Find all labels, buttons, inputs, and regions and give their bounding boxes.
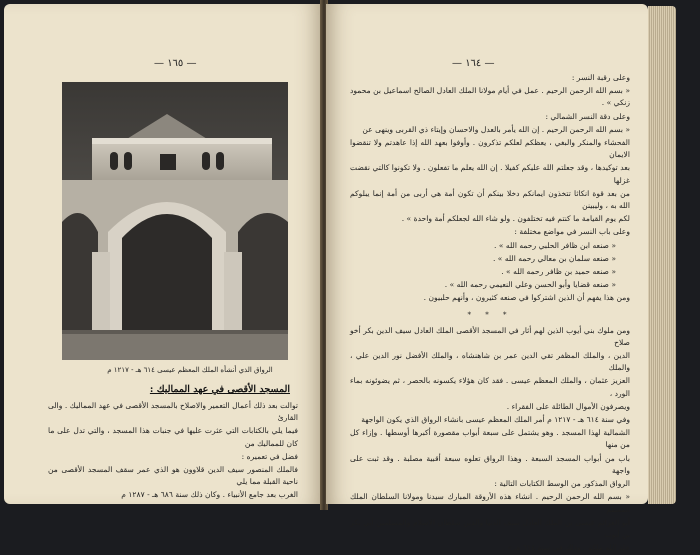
text-line: بعد توكيدها ، وقد جعلتم الله عليكم كفيلا . إن الله يعلم ما تفعلون . ولا تكونوا كالتي نقضت غزلها <box>350 163 630 185</box>
text-line: الشمالية لهذا المسجد . وهو يشتمل على سبعة أبواب مقصورة أكبرها أوسطها . وإزاء كل من منها <box>350 428 630 450</box>
text-line: لكم يوم القيامة ما كنتم فيه تختلفون . ولو شاء الله لجعلكم أمة واحدة » . <box>401 214 630 224</box>
text-line: الرواق المذكور من الوسط الكتابات التالية : <box>494 479 630 489</box>
paragraph-line: الغرب بعد جامع الأنبياء . وكان ذلك سنة ٦٨٦ هـ - ١٢٨٧ م <box>121 490 298 500</box>
text-line: خلد الله ملكه . وذلك في سنة ٦١٤ هـ » . <box>502 543 630 553</box>
paragraph-line: توالت بعد ذلك أعمال التعمير والاصلاح بالمسجد الأقصى في عهد المماليك . والى القارئ <box>48 401 298 423</box>
text-line: ومن ملوك بني أيوب الذين لهم أثار في المسجد الأقصى الملك العادل سيف الدين بكر أخو صلاح <box>350 325 630 347</box>
text-line: « صنعه سلمان بن معالي رحمه الله » . <box>492 253 616 263</box>
paragraph-line: فالملك المنصور سيف الدين قلاوون هو الذي عمر سقف المسجد الأقصى من ناحية القبلة مما يلي <box>48 465 298 487</box>
text-line: وعلى باب النسر في مواضع مختلفة : <box>514 227 630 237</box>
text-line: « بسم الله الرحمن الرحيم . انشاء هذه الأروقة المبارك سيدنا ومولانا السلطان الملك المعظم <box>350 492 630 514</box>
section-separator: * * * <box>467 310 513 319</box>
mosque-arcade-photo <box>62 82 288 360</box>
page-number: — ١٦٥ — <box>154 58 197 69</box>
page-number: — ١٦٤ — <box>452 58 495 69</box>
paragraph-line: فيما يلي بالكتابات التي عثرت عليها في جنبات هذا المسجد ، والتي تدل على ما كان للمماليك من <box>48 426 298 448</box>
text-line: من بعد قوة انكاثا تتخذون ايمانكم دخلا بينكم أن تكون أمة هي أربى من أمة إنما يبلوكم الله به ، وليبينن <box>350 188 630 211</box>
text-line: وعلى دقة النسر الشمالي : <box>545 111 630 121</box>
text-line: ومن هذا يفهم أن الذين اشتركوا في صنعه كثيرون ، وأنهم حلبيون . <box>423 293 630 303</box>
text-line: العزيز عثمان ، والملك المعظم عيسى . فقد كان هؤلاء يكسونه بالحصر ، ثم يضوئونه بماء الورد ، <box>350 376 630 398</box>
text-line: الفحشاء والمنكر والبغي ، يعظكم لعلكم تذكرون . وأوفوا بعهد الله إذا عاهدتم ولا تنقضوا الايمان <box>350 138 630 160</box>
right-body-text <box>350 72 630 555</box>
text-line: وفي سنة ٦١٤ هـ - ١٢١٧ م أمر الملك المعظم عيسى بانشاء الرواق الذي يكون الواجهة <box>361 415 630 425</box>
text-line: « صنعه قضايا وأبو الحسن وعلي النعيمي رحمه الله » . <box>444 280 616 290</box>
text-line: وعلى رقبة النسر : <box>571 73 630 82</box>
section-heading: المسجد الأقصى في عهد المماليك : <box>149 384 290 395</box>
photo-caption: الرواق الذي أنشأه الملك المعظم عيسى ٦١٤ هـ - ١٢١٧ م <box>107 366 273 374</box>
right-page <box>326 4 648 553</box>
text-line: « بسم الله الرحمن الرحيم . عمل في أيام مولانا الملك العادل الصالح اسماعيل بن محمود زنكي » . <box>350 86 630 108</box>
page-edges <box>648 6 676 504</box>
left-body-text <box>48 400 298 503</box>
paragraph-line: فضل في تعميره : <box>241 451 298 461</box>
arcade-photo-drawing <box>62 82 288 360</box>
text-line: « بسم الله الرحمن الرحيم . إن الله يأمر بالعدل والاحسان وإيتاء ذي القربى وينهى عن <box>362 124 630 134</box>
text-line: ويصرفون الأموال الطائلة على الفقراء . <box>506 401 630 411</box>
text-line: الدين ، والملك المظفر تقي الدين عمر بن شاهنشاه ، والملك الأفضل نور الدين علي ، والملك <box>350 351 630 373</box>
text-line: « صنعه حميد بن ظافر رحمه الله » . <box>501 267 616 277</box>
text-line: أبو العزائم عيسى بن الملك العادل سيف الدنيا والدين سلطان الاسلام والمسلمين أبي بكر بن أيوب <box>350 517 630 539</box>
text-line: « صنعه ابن ظافر الحلبي رحمه الله » . <box>494 240 616 250</box>
left-page <box>4 4 322 504</box>
text-line: باب من أبواب المسجد السبعة . وهذا الرواق تعلوه سبعة أقبية مصلبة . وقد ثبت على واجهة <box>350 453 630 475</box>
